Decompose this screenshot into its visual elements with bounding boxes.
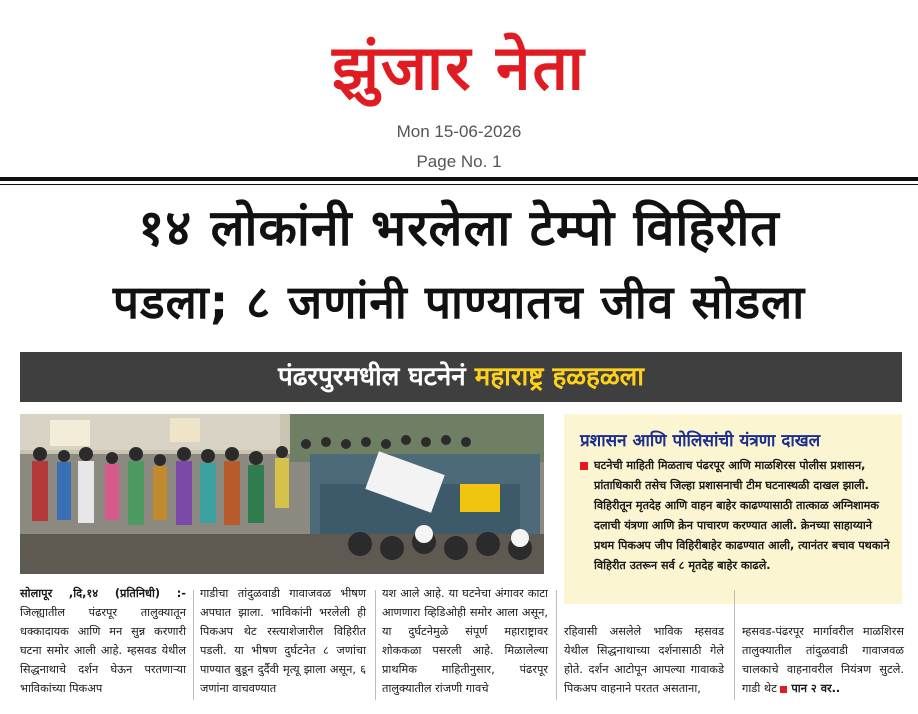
- masthead-rule: [0, 177, 918, 181]
- column-divider: [193, 590, 194, 700]
- news-photo: [20, 414, 544, 574]
- page-number: Page No. 1: [416, 152, 502, 171]
- bullet-icon: [580, 462, 588, 470]
- article-text-2: गाडीचा तांदुळवाडी गावाजवळ भीषण अपघात झाला. भाविकांनी भरलेली ही पिकअप थेट रस्त्याशेजारील विहिरीत पडली. या भीषण दुर्घटनेत ८ जणांचा पाण्यात बुडून दुर्दैवी मृत्यू झाला असून, ६ जणांना वाचवण्यात: [200, 587, 366, 695]
- article-text-4: रहिवासी असलेले भाविक म्हसवड येथील सिद्धनाथाच्या दर्शनासाठी गेले होते. दर्शन आटोपून आपल्या गावाकडे पिकअप वाहनाने परतत असताना,: [564, 625, 724, 695]
- article-text-3: यश आले आहे. या घटनेचा अंगावर काटा आणणारा व्हिडिओही समोर आला असून, या दुर्घटनेमुळे संपूर्ण महाराष्ट्रावर शोककळा पसरली आहे. मिळालेल्या प्राथमिक माहितीनुसार, पंढरपूर तालुक्यातील रांजणी गावचे: [382, 587, 548, 695]
- sidebar-box-body: घटनेची माहिती मिळताच पंढरपूर आणि माळशिरस पोलीस प्रशासन, प्रांताधिकारी तसेच जिल्हा प्रशासनाची टीम घटनास्थळी दाखल झाली. विहिरीतून मृतदेह आणि वाहन बाहेर काढण्यासाठी तात्काळ अग्निशामक दलाची यंत्रणा आणि क्रेन पाचारण करण्यात आली. क्रेनच्या साहाय्याने प्रथम पिकअप जीप विहिरीबाहेर काढण्यात आली, त्यानंतर बचाव पथकाने विहिरीत उतरून सर्व ८ मृतदेह बाहेर काढले.: [594, 459, 890, 572]
- article-column-1: [20, 584, 186, 698]
- column-divider: [734, 590, 735, 700]
- continued-link[interactable]: [780, 682, 840, 695]
- headline-line-2: पडला; ८ जणांनी पाण्यातच जीव सोडला: [112, 275, 806, 329]
- issue-date: Mon 15-06-2026: [396, 122, 522, 141]
- column-divider: [556, 590, 557, 700]
- subheadline-white: पंढरपुरमधील घटनेनं: [278, 362, 466, 392]
- article-column-5: [742, 622, 904, 698]
- news-photo-illustration: [20, 414, 544, 574]
- column-divider: [375, 590, 376, 700]
- masthead-rule-thin: [0, 184, 918, 185]
- sidebar-box: [564, 414, 902, 604]
- headline-line-1: १४ लोकांनी भरलेला टेम्पो विहिरीत: [138, 199, 780, 257]
- square-icon: [780, 686, 787, 693]
- article-column-3: [382, 584, 548, 698]
- article-column-4: [564, 622, 724, 698]
- subheadline-yellow: महाराष्ट्र हळहळला: [474, 362, 644, 392]
- article-column-2: [200, 584, 366, 698]
- article-text-1: जिल्ह्यातील पंढरपूर तालुक्यातून धक्कादायक आणि मन सुन्न करणारी घटना समोर आली आहे. म्हसवड येथील सिद्धनाथाचे दर्शन घेऊन परतणाऱ्या भाविकांच्या पिकअप: [20, 606, 186, 695]
- article-text-5: म्हसवड-पंढरपूर मार्गावरील माळशिरस तालुक्यातील तांदुळवाडी गावाजवळ चालकाचे वाहनावरील नियंत्रण सुटले. गाडी थेट: [742, 625, 904, 695]
- newspaper-logo: झुंजार नेता: [332, 31, 586, 104]
- masthead: [0, 0, 918, 178]
- continued-label: पान २ वर..: [791, 682, 841, 695]
- dateline: सोलापूर ,दि,१४ (प्रतिनिधी) :-: [20, 587, 186, 600]
- sidebar-box-title: प्रशासन आणि पोलिसांची यंत्रणा दाखल: [580, 431, 821, 451]
- subheadline-bar: [20, 352, 902, 402]
